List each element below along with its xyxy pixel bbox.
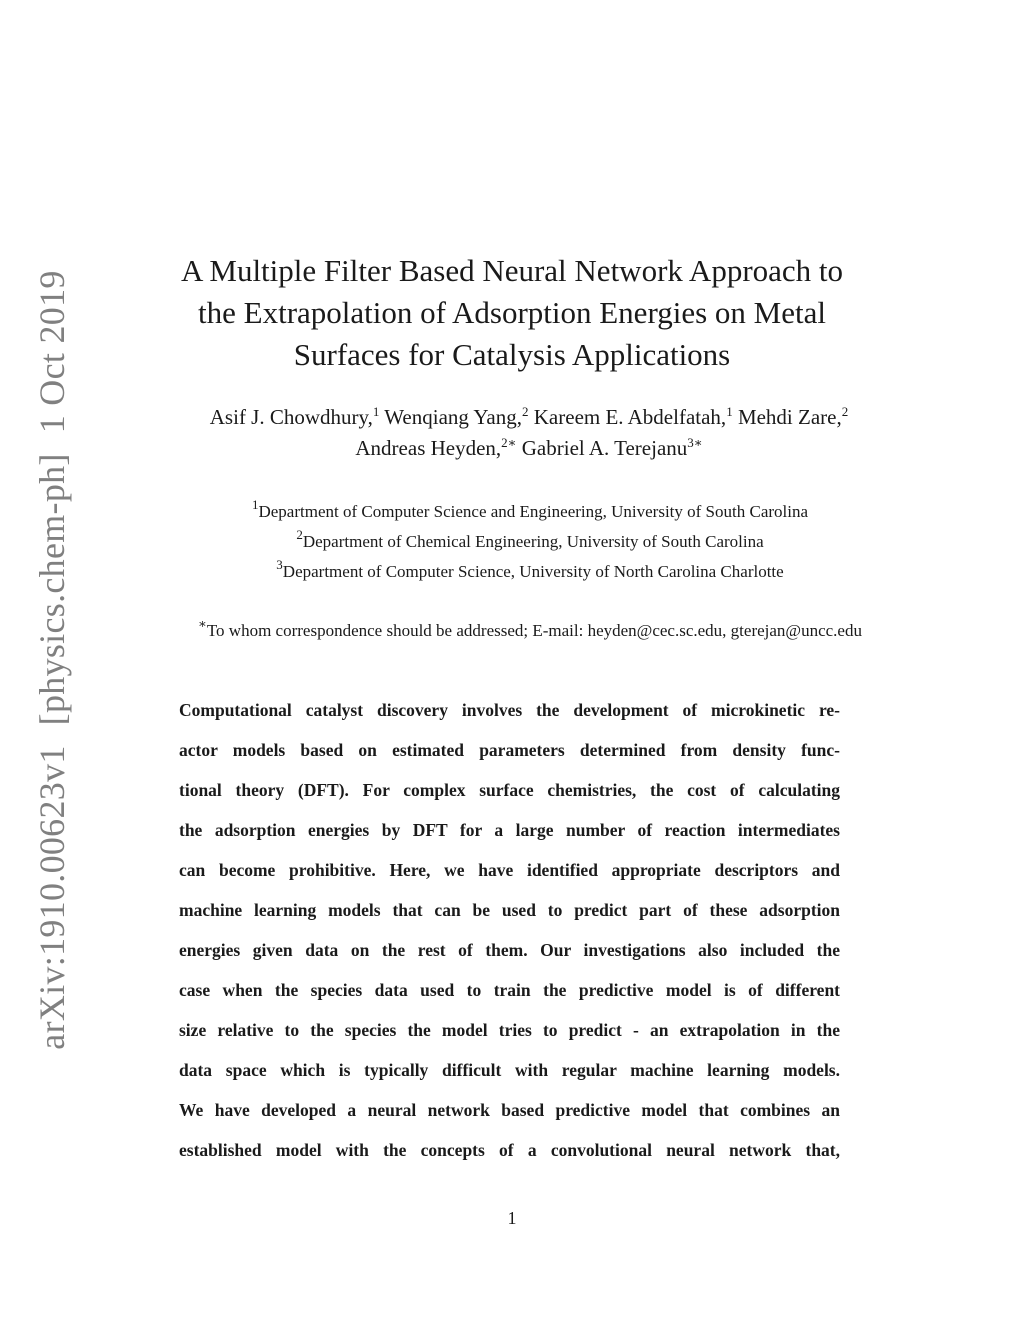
author-affiliation-mark: 1 — [726, 404, 733, 419]
correspondence-text: To whom correspondence should be addressed; E-mail: heyden@cec.sc.edu, gterejan@uncc.edu — [206, 621, 862, 640]
correspondence-note — [0, 618, 1024, 644]
affiliation — [0, 557, 1024, 587]
author-name: Gabriel A. Terejanu — [521, 436, 688, 460]
affiliation-mark: 1 — [251, 497, 259, 512]
arxiv-date: 1 Oct 2019 — [32, 270, 72, 434]
affiliation-list — [0, 497, 1024, 587]
title-line: the Extrapolation of Adsorption Energies on Metal — [198, 295, 826, 330]
author-line — [0, 433, 1024, 464]
author-affiliation-mark: 2 — [841, 404, 849, 419]
author-list — [0, 402, 1024, 464]
arxiv-category: [physics.chem-ph] — [32, 453, 72, 726]
affiliation-text: Department of Computer Science, University of North Carolina Charlotte — [282, 562, 784, 581]
affiliation-mark: 3 — [276, 557, 283, 572]
author-affiliation-mark: 2∗ — [501, 435, 517, 450]
affiliation-text: Department of Chemical Engineering, University of South Carolina — [302, 532, 764, 551]
abstract-line: data space which is typically difficult with regular machine learning models. — [179, 1060, 840, 1080]
abstract-line: We have developed a neural network based predictive model that combines an — [179, 1100, 840, 1120]
author-name: Kareem E. Abdelfatah, — [533, 405, 727, 429]
abstract-line: can become prohibitive. Here, we have identified appropriate descriptors and — [179, 860, 840, 880]
author-name: Andreas Heyden, — [355, 436, 502, 460]
affiliation — [0, 527, 1024, 557]
author-name: Mehdi Zare, — [737, 405, 842, 429]
abstract-line: established model with the concepts of a convolutional neural network that, — [179, 1140, 840, 1160]
abstract-line: energies given data on the rest of them. Our investigations also included the — [179, 940, 840, 960]
abstract-line: actor models based on estimated parameters determined from density func- — [179, 740, 840, 760]
abstract-line: size relative to the species the model tries to predict - an extrapolation in the — [179, 1020, 840, 1040]
abstract — [179, 690, 840, 1170]
author-affiliation-mark: 3∗ — [687, 435, 703, 450]
abstract-line: case when the species data used to train the predictive model is of different — [179, 980, 840, 1000]
author-affiliation-mark: 1 — [372, 404, 380, 419]
affiliation-text: Department of Computer Science and Engineering, University of South Carolina — [258, 502, 809, 521]
title-line: Surfaces for Catalysis Applications — [293, 337, 731, 372]
affiliation-mark: 2 — [296, 527, 303, 542]
correspondence-mark: ∗ — [198, 616, 207, 631]
author-line — [0, 402, 1024, 433]
affiliation — [0, 497, 1024, 527]
paper-title — [0, 250, 1024, 376]
title-line: A Multiple Filter Based Neural Network Approach to — [180, 253, 844, 288]
abstract-line: tional theory (DFT). For complex surface chemistries, the cost of calculating — [179, 780, 840, 800]
page-number: 1 — [507, 1208, 517, 1228]
abstract-line: the adsorption energies by DFT for a large number of reaction intermediates — [179, 820, 840, 840]
arxiv-id: arXiv:1910.00623v1 — [32, 745, 72, 1050]
abstract-line: Computational catalyst discovery involves the development of microkinetic re- — [179, 700, 840, 720]
author-affiliation-mark: 2 — [522, 404, 529, 419]
author-name: Asif J. Chowdhury, — [209, 405, 373, 429]
abstract-line: machine learning models that can be used to predict part of these adsorption — [179, 900, 840, 920]
author-name: Wenqiang Yang, — [384, 405, 523, 429]
arxiv-identifier-stamp — [31, 270, 73, 1049]
